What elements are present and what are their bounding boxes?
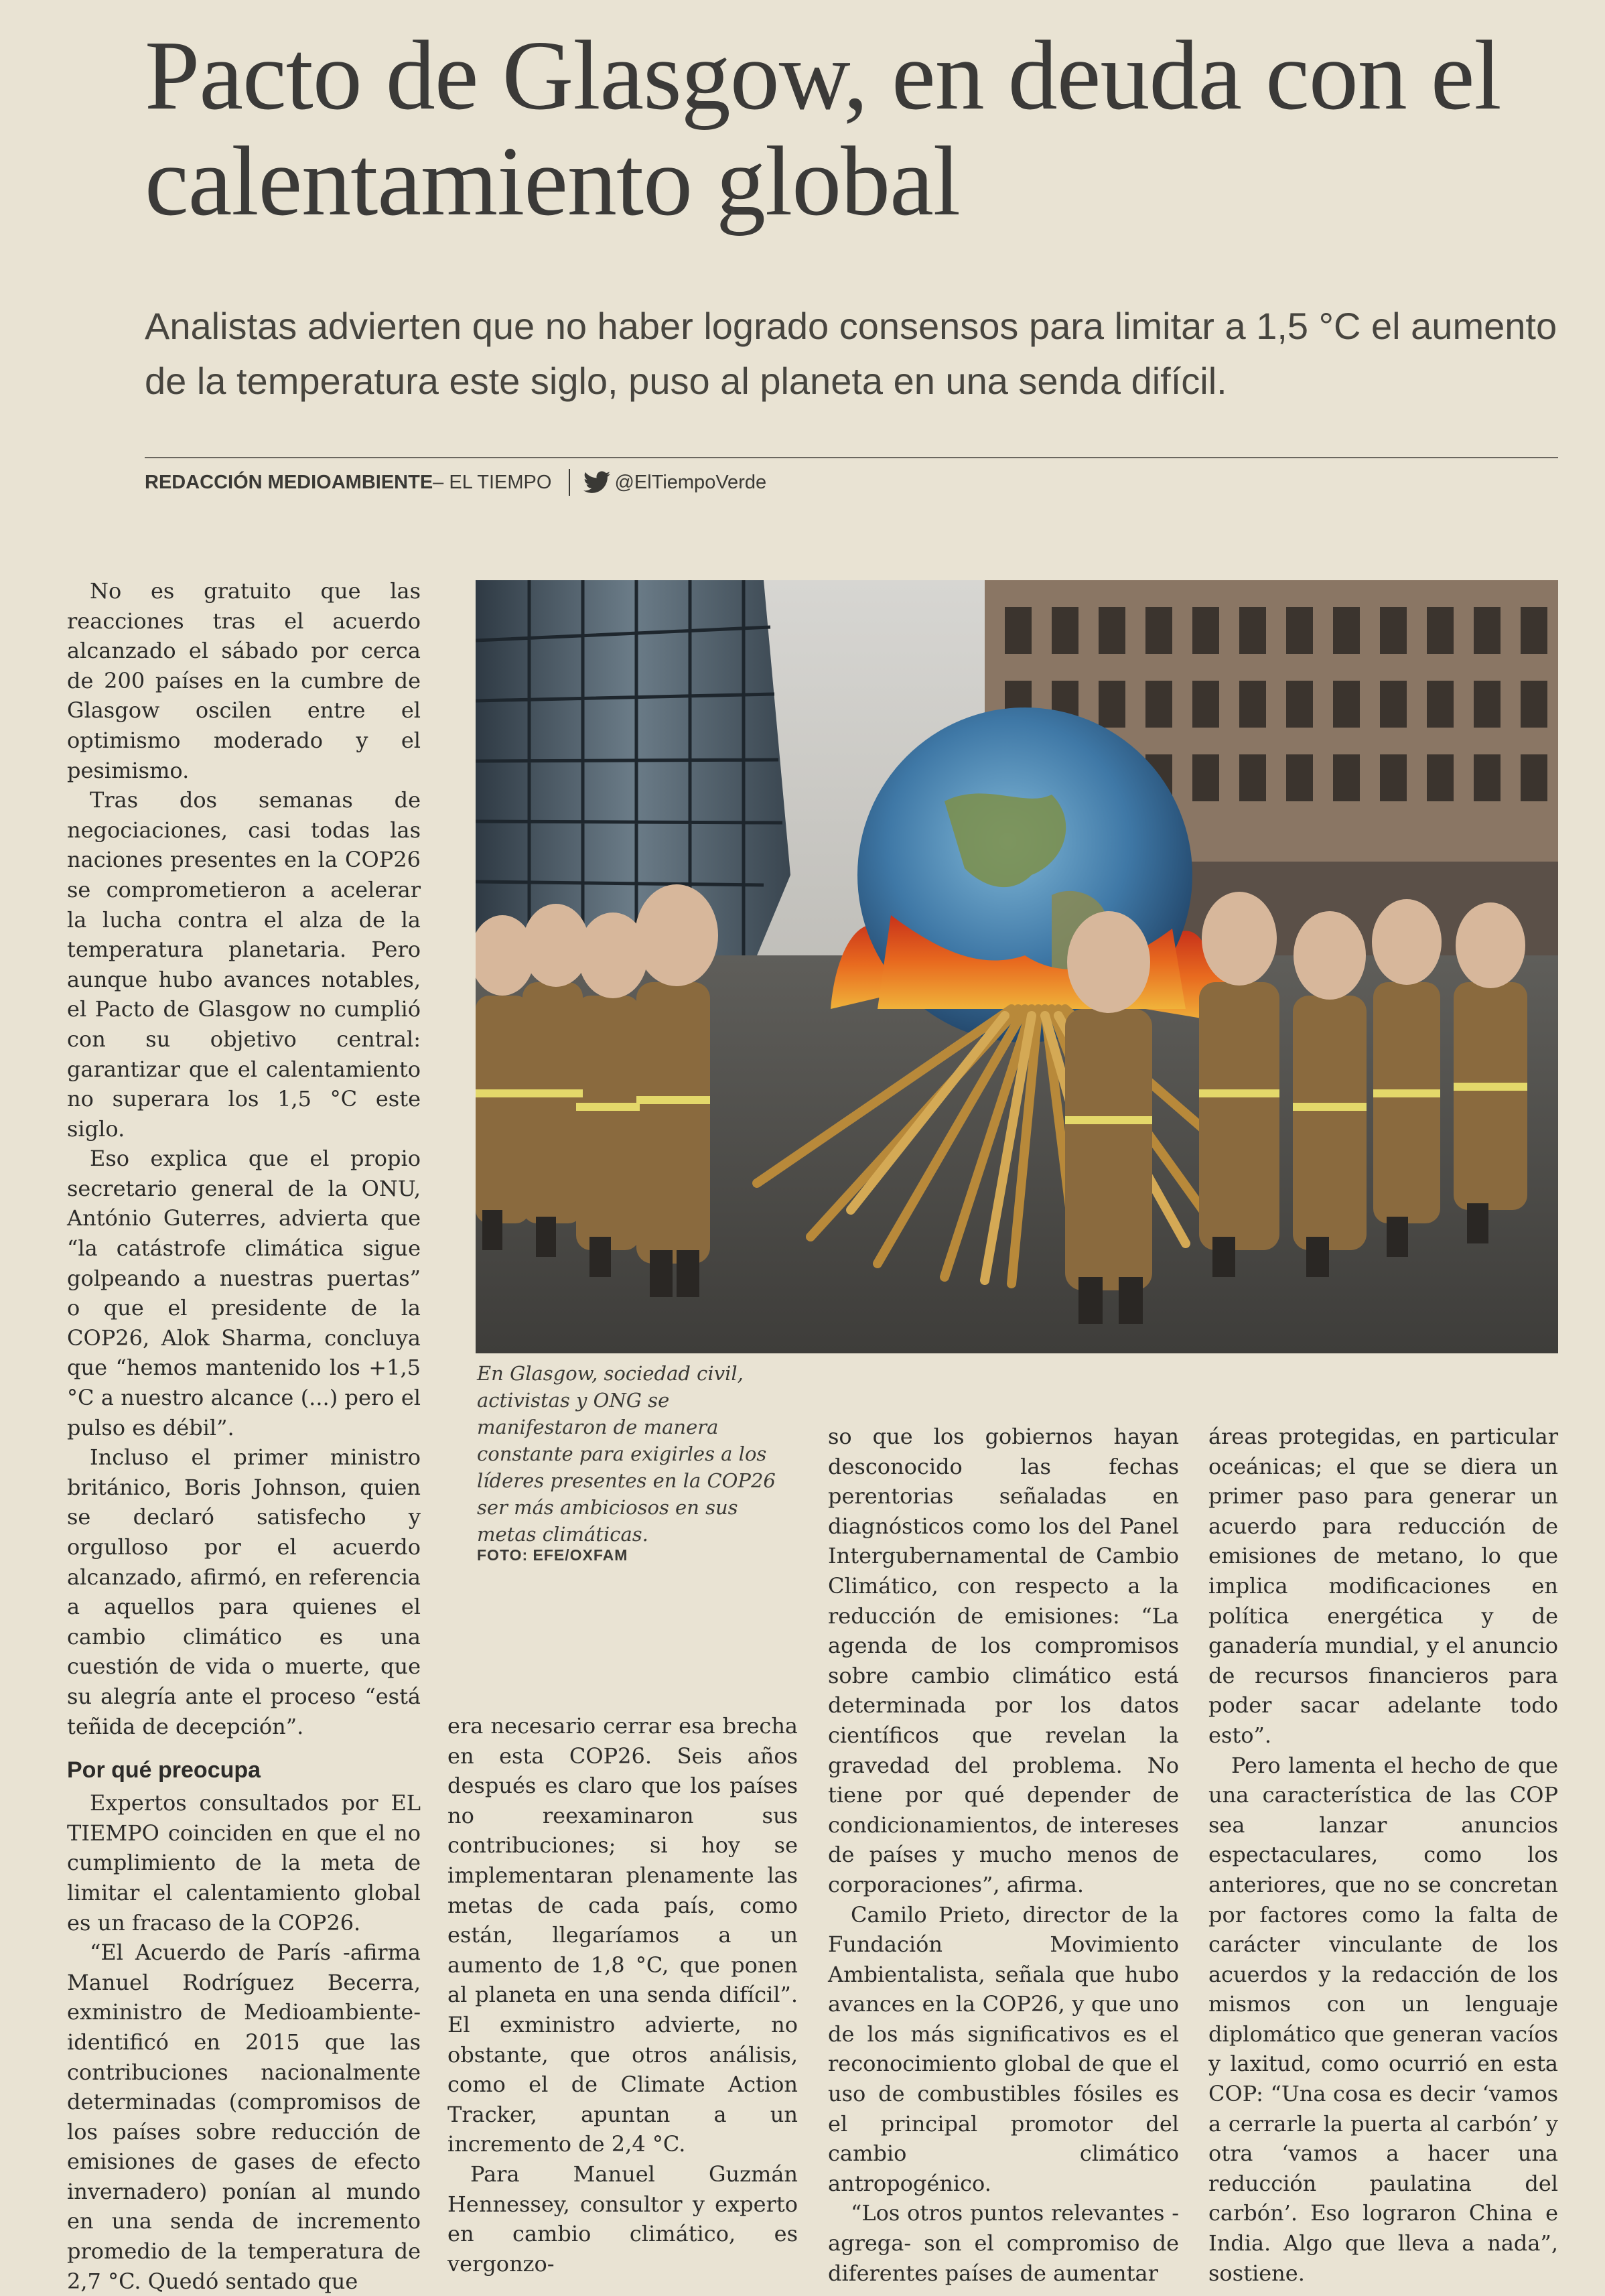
- paragraph-continued: áreas protegidas, en particular oceánicas; el que se diera un primer paso para generar un acuerdo para reducción de emisiones de metano, lo que implica modificaciones en política energética y de ganadería mundial, y el anuncio de recursos financieros para poder sacar adelante todo esto”.: [1208, 1424, 1558, 1748]
- paragraph: Expertos consultados por EL TIEMPO coinciden en que el no cumplimiento de la meta de limitar el calentamiento global es un fracaso de la COP26.: [67, 1790, 421, 1936]
- paragraph: “Los otros puntos relevantes -agrega- son el compromiso de diferentes países de aumentar: [828, 2200, 1179, 2286]
- photo-credit: FOTO: EFE/OXFAM: [477, 1546, 628, 1564]
- photo-illustration: [476, 580, 1558, 1353]
- paragraph: Tras dos semanas de negociaciones, casi todas las naciones presentes en la COP26 se comprometieron a acelerar la lucha contra el alza de la temperatura planetaria. Pero aunque hubo avances notables, el Pacto de Glasgow no cumplió con su objetivo central: garantizar que el calentamiento no superara los 1,5 °C este siglo.: [67, 787, 421, 1142]
- byline: [145, 468, 766, 497]
- column-3: [828, 1422, 1179, 2288]
- photo-caption: En Glasgow, sociedad civil, activistas y ONG se manifestaron de manera constante para exigirles a los líderes presentes en la COP26 ser más ambiciosos en sus metas climáticas.: [477, 1362, 776, 1546]
- subheading: Por qué preocupa: [67, 1757, 261, 1783]
- column-4: [1208, 1422, 1558, 2288]
- headline: Pacto de Glasgow, en deuda con el calentamiento global: [145, 21, 1501, 237]
- deck-summary: Analistas advierten que no haber logrado consensos para limitar a 1,5 °C el aumento de la temperatura este siglo, puso al planeta en una senda difícil.: [145, 305, 1557, 402]
- byline-outlet: – EL TIEMPO: [433, 472, 552, 493]
- byline-rule: [145, 457, 1558, 458]
- news-photo: [476, 580, 1558, 1353]
- byline-desk: REDACCIÓN MEDIOAMBIENTE: [145, 472, 433, 493]
- paragraph: Pero lamenta el hecho de que una característica de las COP sea lanzar anuncios espectaculares, como los anteriores, que no se concretan por factores como la falta de carácter vinculante de los acuerdos y la redacción de los mismos con un lenguaje diplomático que generan vacíos y laxitud, como ocurrió en esta COP: “Una cosa es decir ‘vamos a cerrarle la puerta al carbón’ y otra ‘vamos a hacer una reducción paulatina del carbón’. Eso lograron China e India. Algo que lleva a nada”, sostiene.: [1208, 1752, 1558, 2286]
- column-2: [447, 1711, 798, 2279]
- paragraph: “El Acuerdo de París -afirma Manuel Rodríguez Becerra, exministro de Medioambiente- identificó en 2015 que las contribuciones nacionalmente determinadas (compromisos de los países sobre reducción de emisiones de gases de efecto invernadero) ponían al mundo en una senda de incremento promedio de la temperatura de 2,7 °C. Quedó sentado que: [67, 1940, 421, 2294]
- byline-separator: [569, 469, 570, 496]
- paragraph: Para Manuel Guzmán Hennessey, consultor y experto en cambio climático, es vergonzo-: [447, 2161, 798, 2277]
- paragraph: Eso explica que el propio secretario general de la ONU, António Guterres, advierta que “la catástrofe climática sigue golpeando a nuestras puertas” o que el presidente de la COP26, Alok Sharma, concluya que “hemos mantenido los +1,5 °C a nuestro alcance (...) pero el pulso es débil”.: [67, 1146, 421, 1440]
- paragraph-continued: era necesario cerrar esa brecha en esta COP26. Seis años después es claro que los países no reexaminaron sus contribuciones; si hoy se implementaran plenamente las metas de cada país, como están, llegaríamos a un aumento de 1,8 °C, que ponen al planeta en una senda difícil”. El exministro advierte, no obstante, que otros análisis, como el de Climate Action Tracker, apuntan a un incremento de 2,4 °C.: [447, 1713, 798, 2157]
- twitter-bird-icon: [583, 471, 610, 494]
- paragraph: No es gratuito que las reacciones tras el acuerdo alcanzado el sábado por cerca de 200 países en la cumbre de Glasgow oscilen entre el optimismo moderado y el pesimismo.: [67, 578, 421, 783]
- paragraph: Camilo Prieto, director de la Fundación Movimiento Ambientalista, señala que hubo avances en la COP26, y que uno de los más significativos es el reconocimiento global de que el uso de combustibles fósiles es el principal promotor del cambio climático antropogénico.: [828, 1901, 1179, 2196]
- column-1: [67, 576, 421, 2296]
- paragraph: Incluso el primer ministro británico, Boris Johnson, quien se declaró satisfecho y orgulloso por el acuerdo alcanzado, afirmó, en referencia a aquellos para quienes el cambio climático es una cuestión de vida o muerte, que su alegría ante el proceso “está teñida de decepción”.: [67, 1444, 421, 1739]
- twitter-handle: @ElTiempoVerde: [614, 472, 767, 493]
- paragraph-continued: so que los gobiernos hayan desconocido las fechas perentorias señaladas en diagnósticos como los del Panel Intergubernamental de Cambio Climático, con respecto a la reducción de emisiones: “La agenda de los compromisos sobre cambio climático está determinada por los datos científicos que revelan la gravedad del problema. No tiene por qué depender de condicionamientos, de intereses de países y mucho menos de corporaciones”, afirma.: [828, 1424, 1179, 1897]
